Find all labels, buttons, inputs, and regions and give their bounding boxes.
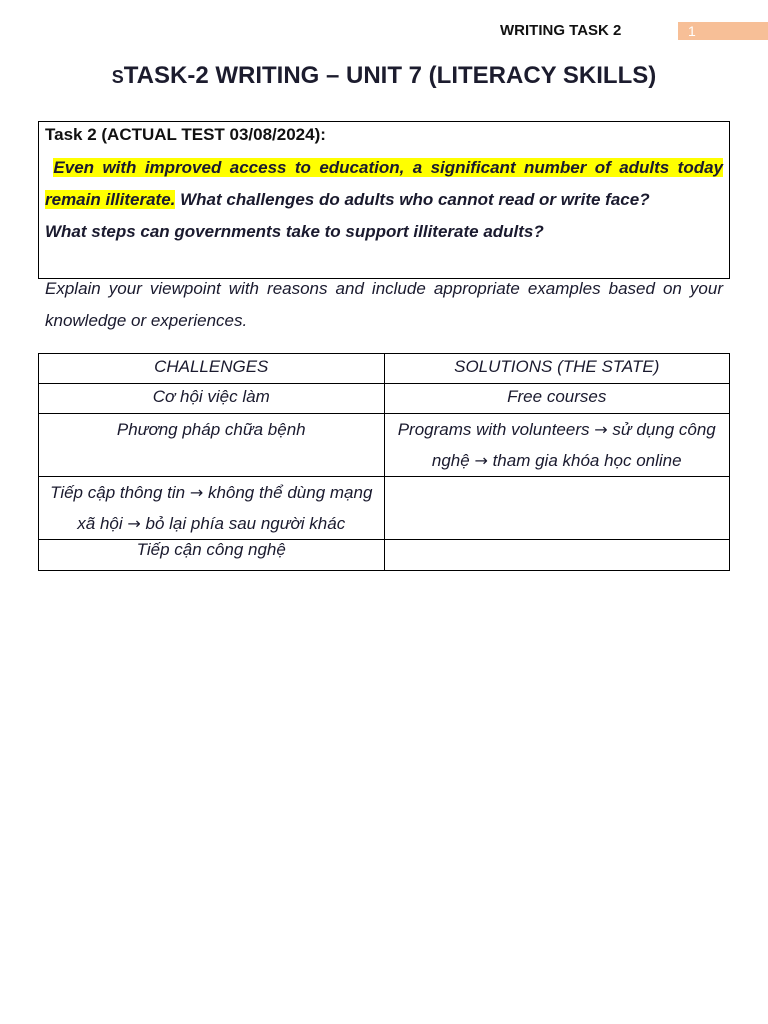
challenge-cell: Phương pháp chữa bệnh	[39, 414, 385, 477]
solution-cell	[384, 540, 730, 571]
highlighted-statement: Even with improved access to education, a significant number of adults today remain illiterate.	[45, 158, 723, 209]
table-row	[39, 414, 730, 477]
page-number-badge: 1	[678, 22, 768, 40]
challenge-cell: Cơ hội việc làm	[39, 384, 385, 414]
challenge-cell: Tiếp cận công nghệ	[39, 540, 385, 571]
task-prompt-paragraph	[45, 152, 723, 216]
challenge-cell	[39, 477, 385, 540]
header-challenges: CHALLENGES	[39, 354, 385, 384]
challenge-text: Tiếp cập thông tin	[50, 483, 190, 502]
title-prefix: S	[111, 67, 124, 87]
header-solutions: SOLUTIONS (THE STATE)	[384, 354, 730, 384]
table-row	[39, 540, 730, 571]
challenges-solutions-table	[38, 353, 730, 571]
task-heading: Task 2 (ACTUAL TEST 03/08/2024):	[45, 125, 326, 144]
solution-text: tham gia khóa học online	[487, 451, 682, 470]
solution-cell	[384, 414, 730, 477]
task-prompt-box	[38, 121, 730, 279]
solution-text: Programs with volunteers	[397, 420, 595, 439]
table-header-row	[39, 354, 730, 384]
document-title	[0, 62, 768, 90]
table-row	[39, 477, 730, 540]
challenge-text: bỏ lại phía sau người khác	[140, 514, 346, 533]
arrow-right-icon: →	[189, 483, 204, 502]
title-text: TASK-2 WRITING – UNIT 7 (LITERACY SKILLS)	[123, 62, 657, 89]
arrow-right-icon: →	[594, 420, 608, 439]
solution-cell: Free courses	[384, 384, 730, 414]
arrow-right-icon: →	[474, 451, 488, 470]
task-instruction: Explain your viewpoint with reasons and include appropriate examples based on your knowledge or experiences.	[45, 279, 723, 330]
task-question-1: What challenges do adults who cannot read or write face?	[175, 190, 650, 209]
challenge-text: không thể dùng mạng xã hội	[77, 483, 373, 533]
running-header-label: WRITING TASK 2	[500, 22, 622, 39]
task-question-2: What steps can governments take to support illiterate adults?	[45, 222, 544, 241]
table-row	[39, 384, 730, 414]
arrow-right-icon: →	[127, 514, 141, 533]
solution-text: sử dụng công nghệ	[431, 420, 716, 470]
solution-cell	[384, 477, 730, 540]
